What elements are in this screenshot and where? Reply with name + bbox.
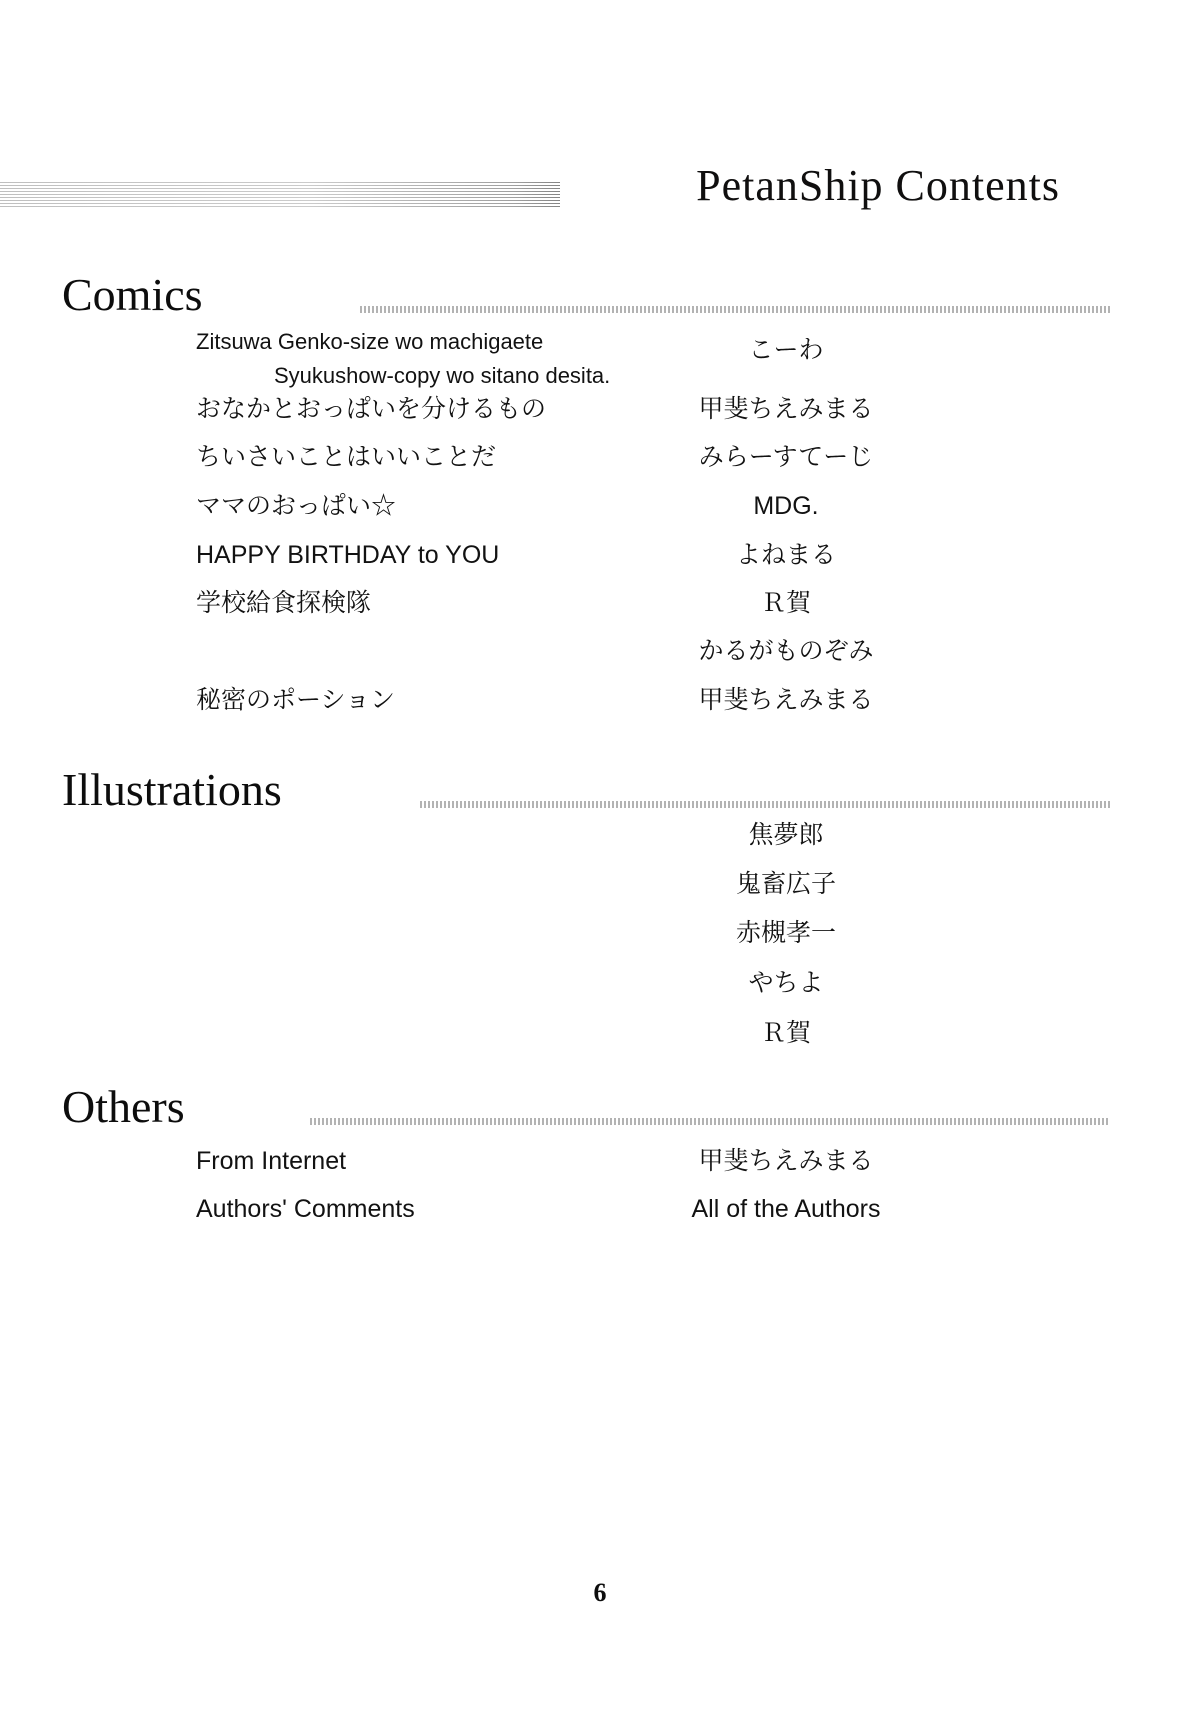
entry-author: やちよ xyxy=(748,969,824,997)
entry-author: 焦夢郎 xyxy=(748,821,824,849)
section-header-others xyxy=(0,1080,1200,1136)
list-item xyxy=(0,489,1200,529)
entry-author: 鬼畜広子 xyxy=(735,870,836,898)
entry-author: こーわ xyxy=(748,336,824,364)
list-item xyxy=(0,392,1200,432)
list-item xyxy=(0,966,1200,1006)
list-item xyxy=(0,634,1200,674)
section-rule xyxy=(310,1118,1110,1125)
section-header-illustrations xyxy=(0,763,1200,819)
list-item xyxy=(0,1144,1200,1184)
list-item xyxy=(0,538,1200,578)
list-item xyxy=(0,867,1200,907)
page-number: 6 xyxy=(593,1578,607,1607)
header-decorative-rule xyxy=(0,182,560,208)
entry-author: Ｒ賀 xyxy=(760,1019,811,1047)
section-header-comics xyxy=(0,268,1200,324)
section-title-illustrations: Illustrations xyxy=(62,763,294,816)
entry-title-line1: Zitsuwa Genko-size wo machigaete xyxy=(196,329,544,354)
list-item xyxy=(0,818,1200,858)
entry-author: かるがものぞみ xyxy=(698,637,874,665)
entry-title-line2: Syukushow-copy wo sitano desita. xyxy=(274,363,611,388)
list-item xyxy=(0,1016,1200,1056)
section-rule xyxy=(420,801,1110,808)
list-item xyxy=(0,586,1200,626)
entry-title: HAPPY BIRTHDAY to YOU xyxy=(196,541,500,569)
entry-title xyxy=(196,325,610,393)
entry-title: Authors' Comments xyxy=(196,1195,415,1223)
entry-title: ちいさいことはいいことだ xyxy=(196,443,497,471)
entry-title: 秘密のポーション xyxy=(196,686,396,714)
entry-author: 甲斐ちえみまる xyxy=(698,1147,874,1175)
entry-author: みらーすてーじ xyxy=(698,443,874,471)
section-title-others: Others xyxy=(62,1080,197,1133)
entry-author: 甲斐ちえみまる xyxy=(698,395,874,423)
entry-author: よねまる xyxy=(735,541,836,569)
entry-author: MDG. xyxy=(753,492,819,520)
list-item xyxy=(0,1192,1200,1232)
list-item xyxy=(0,916,1200,956)
section-rule xyxy=(360,306,1110,313)
page-title: PetanShip Contents xyxy=(696,161,1060,210)
entry-title: ママのおっぱい☆ xyxy=(196,492,397,520)
entry-author: All of the Authors xyxy=(691,1195,881,1223)
list-item xyxy=(0,683,1200,723)
entry-title: 学校給食探検隊 xyxy=(196,589,372,617)
entry-author: 赤槻孝一 xyxy=(735,919,836,947)
entry-author: Ｒ賀 xyxy=(760,589,811,617)
section-title-comics: Comics xyxy=(62,268,215,321)
list-item xyxy=(0,325,1200,388)
entry-title: おなかとおっぱいを分けるもの xyxy=(196,395,547,423)
list-item xyxy=(0,440,1200,480)
page-header xyxy=(0,160,1200,220)
entry-title: From Internet xyxy=(196,1147,347,1175)
entry-author: 甲斐ちえみまる xyxy=(698,686,874,714)
